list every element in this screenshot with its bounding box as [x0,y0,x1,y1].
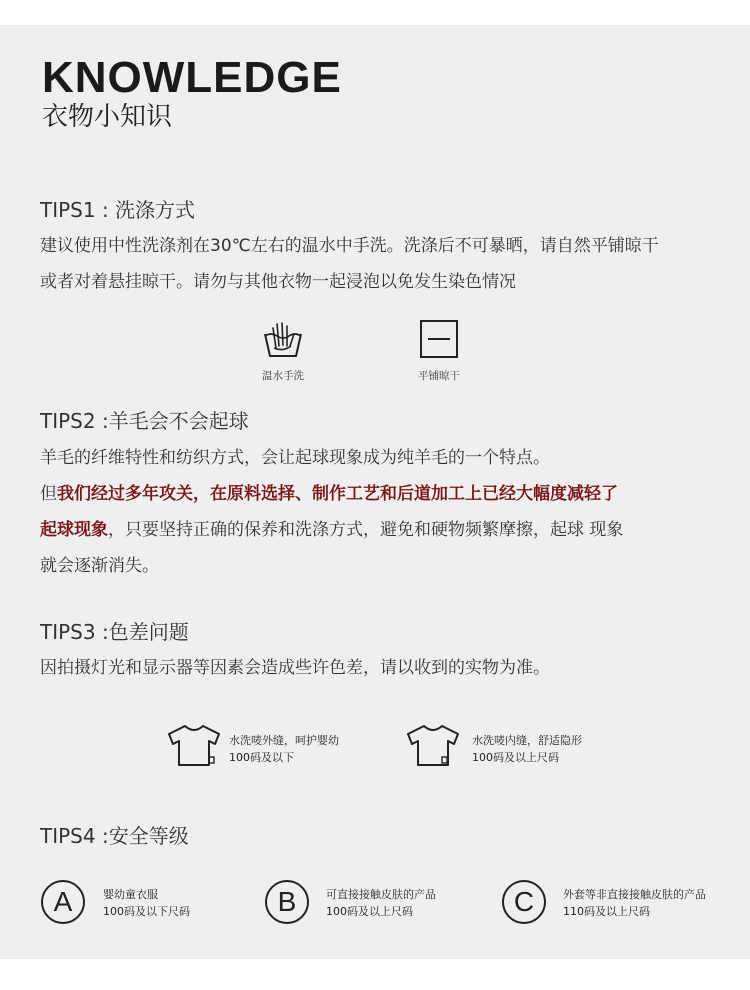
label-inner-line-1: 水洗唛内缝，舒适隐形 [472,734,582,747]
hand-wash-label: 温水手洗 [262,370,304,382]
tips2-line-2 [40,476,730,512]
page-title: KNOWLEDGE [42,53,342,102]
label-inner-line-2: 100码及以上尺码 [472,751,559,764]
tshirt-icon [404,722,462,768]
page-subtitle: 衣物小知识 [42,102,173,132]
tips3-line-1: 因拍摄灯光和显示器等因素会造成些许色差，请以收到的实物为准。 [40,658,550,678]
tips2-highlight-1: 我们经过多年攻关，在原料选择、制作工艺和后道加工上已经大幅度减轻了 [57,484,618,504]
flat-dry-label: 平铺晾干 [418,370,460,382]
grade-a-line-1: 婴幼童衣服 [103,888,158,901]
tips3-text [40,650,730,686]
label-outer-line-1: 水洗唛外缝，呵护婴幼 [229,734,339,747]
tips2-line-1: 羊毛的纤维特性和纺织方式，会让起球现象成为纯羊毛的一个特点。 [40,448,550,468]
hand-wash-item [250,318,316,383]
grade-b-badge: B [265,880,309,924]
tips1-line-2: 或者对着悬挂晾干。请勿与其他衣物一起浸泡以免发生染色情况 [40,272,516,292]
label-outer-item [165,722,425,772]
grade-b-text [326,886,436,920]
tips2-line-4: 就会逐渐消失。 [40,556,159,576]
flat-dry-icon [418,318,460,360]
grade-c-line-2: 110码及以上尺码 [563,905,650,918]
grade-a-text [103,886,190,920]
grade-b-line-1: 可直接接触皮肤的产品 [326,888,436,901]
tips1-line-1: 建议使用中性洗涤剂在30℃左右的温水中手洗。洗涤后不可暴晒，请自然平铺晾干 [40,236,659,256]
flat-dry-item [406,318,472,383]
grade-c-line-1: 外套等非直接接触皮肤的产品 [563,888,706,901]
tips2-highlight-2: 起球现象 [40,520,108,540]
tips2-heading: TIPS2 :羊毛会不会起球 [40,409,249,433]
grade-b-line-2: 100码及以上尺码 [326,905,413,918]
tips4-heading: TIPS4 :安全等级 [40,824,189,848]
tips1-text [40,228,730,300]
tips2-line-3 [40,512,730,548]
label-inner-item [404,722,664,772]
hand-wash-icon [259,318,307,360]
label-outer-line-2: 100码及以下 [229,751,294,764]
tshirt-icon [165,722,223,768]
tips2-line-2-prefix: 但 [40,484,57,504]
tips2-text [40,440,730,584]
tips3-heading: TIPS3 :色差问题 [40,620,189,644]
grade-c-badge: C [502,880,546,924]
tips2-line-3-rest: ，只要坚持正确的保养和洗涤方式，避免和硬物频繁摩擦，起球 现象 [108,520,624,540]
tips1-heading: TIPS1 : 洗涤方式 [40,198,196,222]
grade-c-text [563,886,706,920]
grade-a-line-2: 100码及以下尺码 [103,905,190,918]
grade-a-badge: A [41,880,85,924]
